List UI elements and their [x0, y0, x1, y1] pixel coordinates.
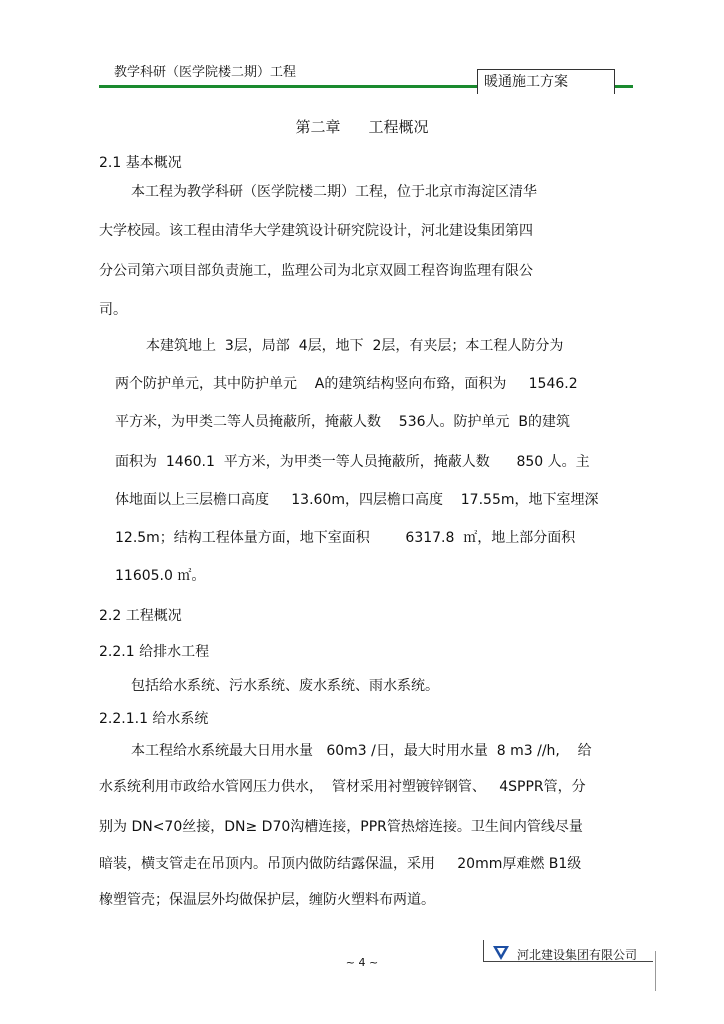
chapter-title — [0, 116, 724, 137]
chapter-number: 第二章 — [295, 118, 341, 136]
paragraph-line: 平方米，为甲类二等人员掩蔽所，掩蔽人数 536人。防护单元 B的建筑 — [115, 414, 571, 430]
paragraph-line: 分公司第六项目部负责施工，监理公司为北京双圆工程咨询监理有限公 — [99, 263, 533, 279]
header-doc-title: 暖通施工方案 — [477, 69, 615, 94]
page-number: ~ 4 ~ — [345, 956, 379, 969]
footer-company-name: 河北建设集团有限公司 — [517, 948, 638, 962]
paragraph-line: 司。 — [99, 302, 127, 318]
paragraph-line: 面积为 1460.1 平方米，为甲类一等人员掩蔽所，掩蔽人数 850 人。主 — [115, 454, 590, 470]
header-project-name: 教学科研（医学院楼二期）工程 — [114, 65, 297, 80]
chapter-name: 工程概况 — [368, 118, 429, 136]
paragraph-line: 大学校园。该工程由清华大学建筑设计研究院设计，河北建设集团第四 — [99, 223, 533, 239]
paragraph-line: 包括给水系统、污水系统、废水系统、雨水系统。 — [131, 678, 439, 694]
section-heading-2-2-1: 2.2.1 给排水工程 — [99, 644, 210, 660]
paragraph-line: 本工程为教学科研（医学院楼二期）工程，位于北京市海淀区清华 — [131, 184, 537, 200]
section-heading-2-2-1-1: 2.2.1.1 给水系统 — [99, 711, 209, 727]
paragraph-line: 12.5m；结构工程体量方面，地下室面积 6317.8 ㎡，地上部分面积 — [115, 530, 576, 546]
section-heading-2-2: 2.2 工程概况 — [99, 608, 182, 624]
paragraph-line: 水系统利用市政给水管网压力供水， 管材采用衬塑镀锌钢管、 4SPPR管，分 — [99, 779, 586, 795]
paragraph-line: 本工程给水系统最大日用水量 60m3 /日，最大时用水量 8 m3 //h, 给 — [131, 743, 592, 759]
section-heading-2-1: 2.1 基本概况 — [99, 155, 182, 171]
paragraph-line: 体地面以上三层檐口高度 13.60m，四层檐口高度 17.55m，地下室埋深 — [115, 492, 599, 508]
paragraph-line: 别为 DN<70丝接，DN≥ D70沟槽连接，PPR管热熔连接。卫生间内管线尽量 — [99, 819, 583, 835]
paragraph-line: 11605.0 ㎡。 — [115, 568, 206, 584]
paragraph-line: 橡塑管壳；保温层外均做保护层，缠防火塑料布两道。 — [99, 892, 435, 908]
paragraph-line: 两个防护单元，其中防护单元 A的建筑结构竖向布臵，面积为 1546.2 — [115, 376, 578, 392]
paragraph-line: 暗装，横支管走在吊顶内。吊顶内做防结露保温，采用 20mm厚难燃 B1级 — [99, 856, 582, 872]
paragraph-line: 本建筑地上 3层，局部 4层，地下 2层，有夹层；本工程人防分为 — [146, 338, 564, 354]
